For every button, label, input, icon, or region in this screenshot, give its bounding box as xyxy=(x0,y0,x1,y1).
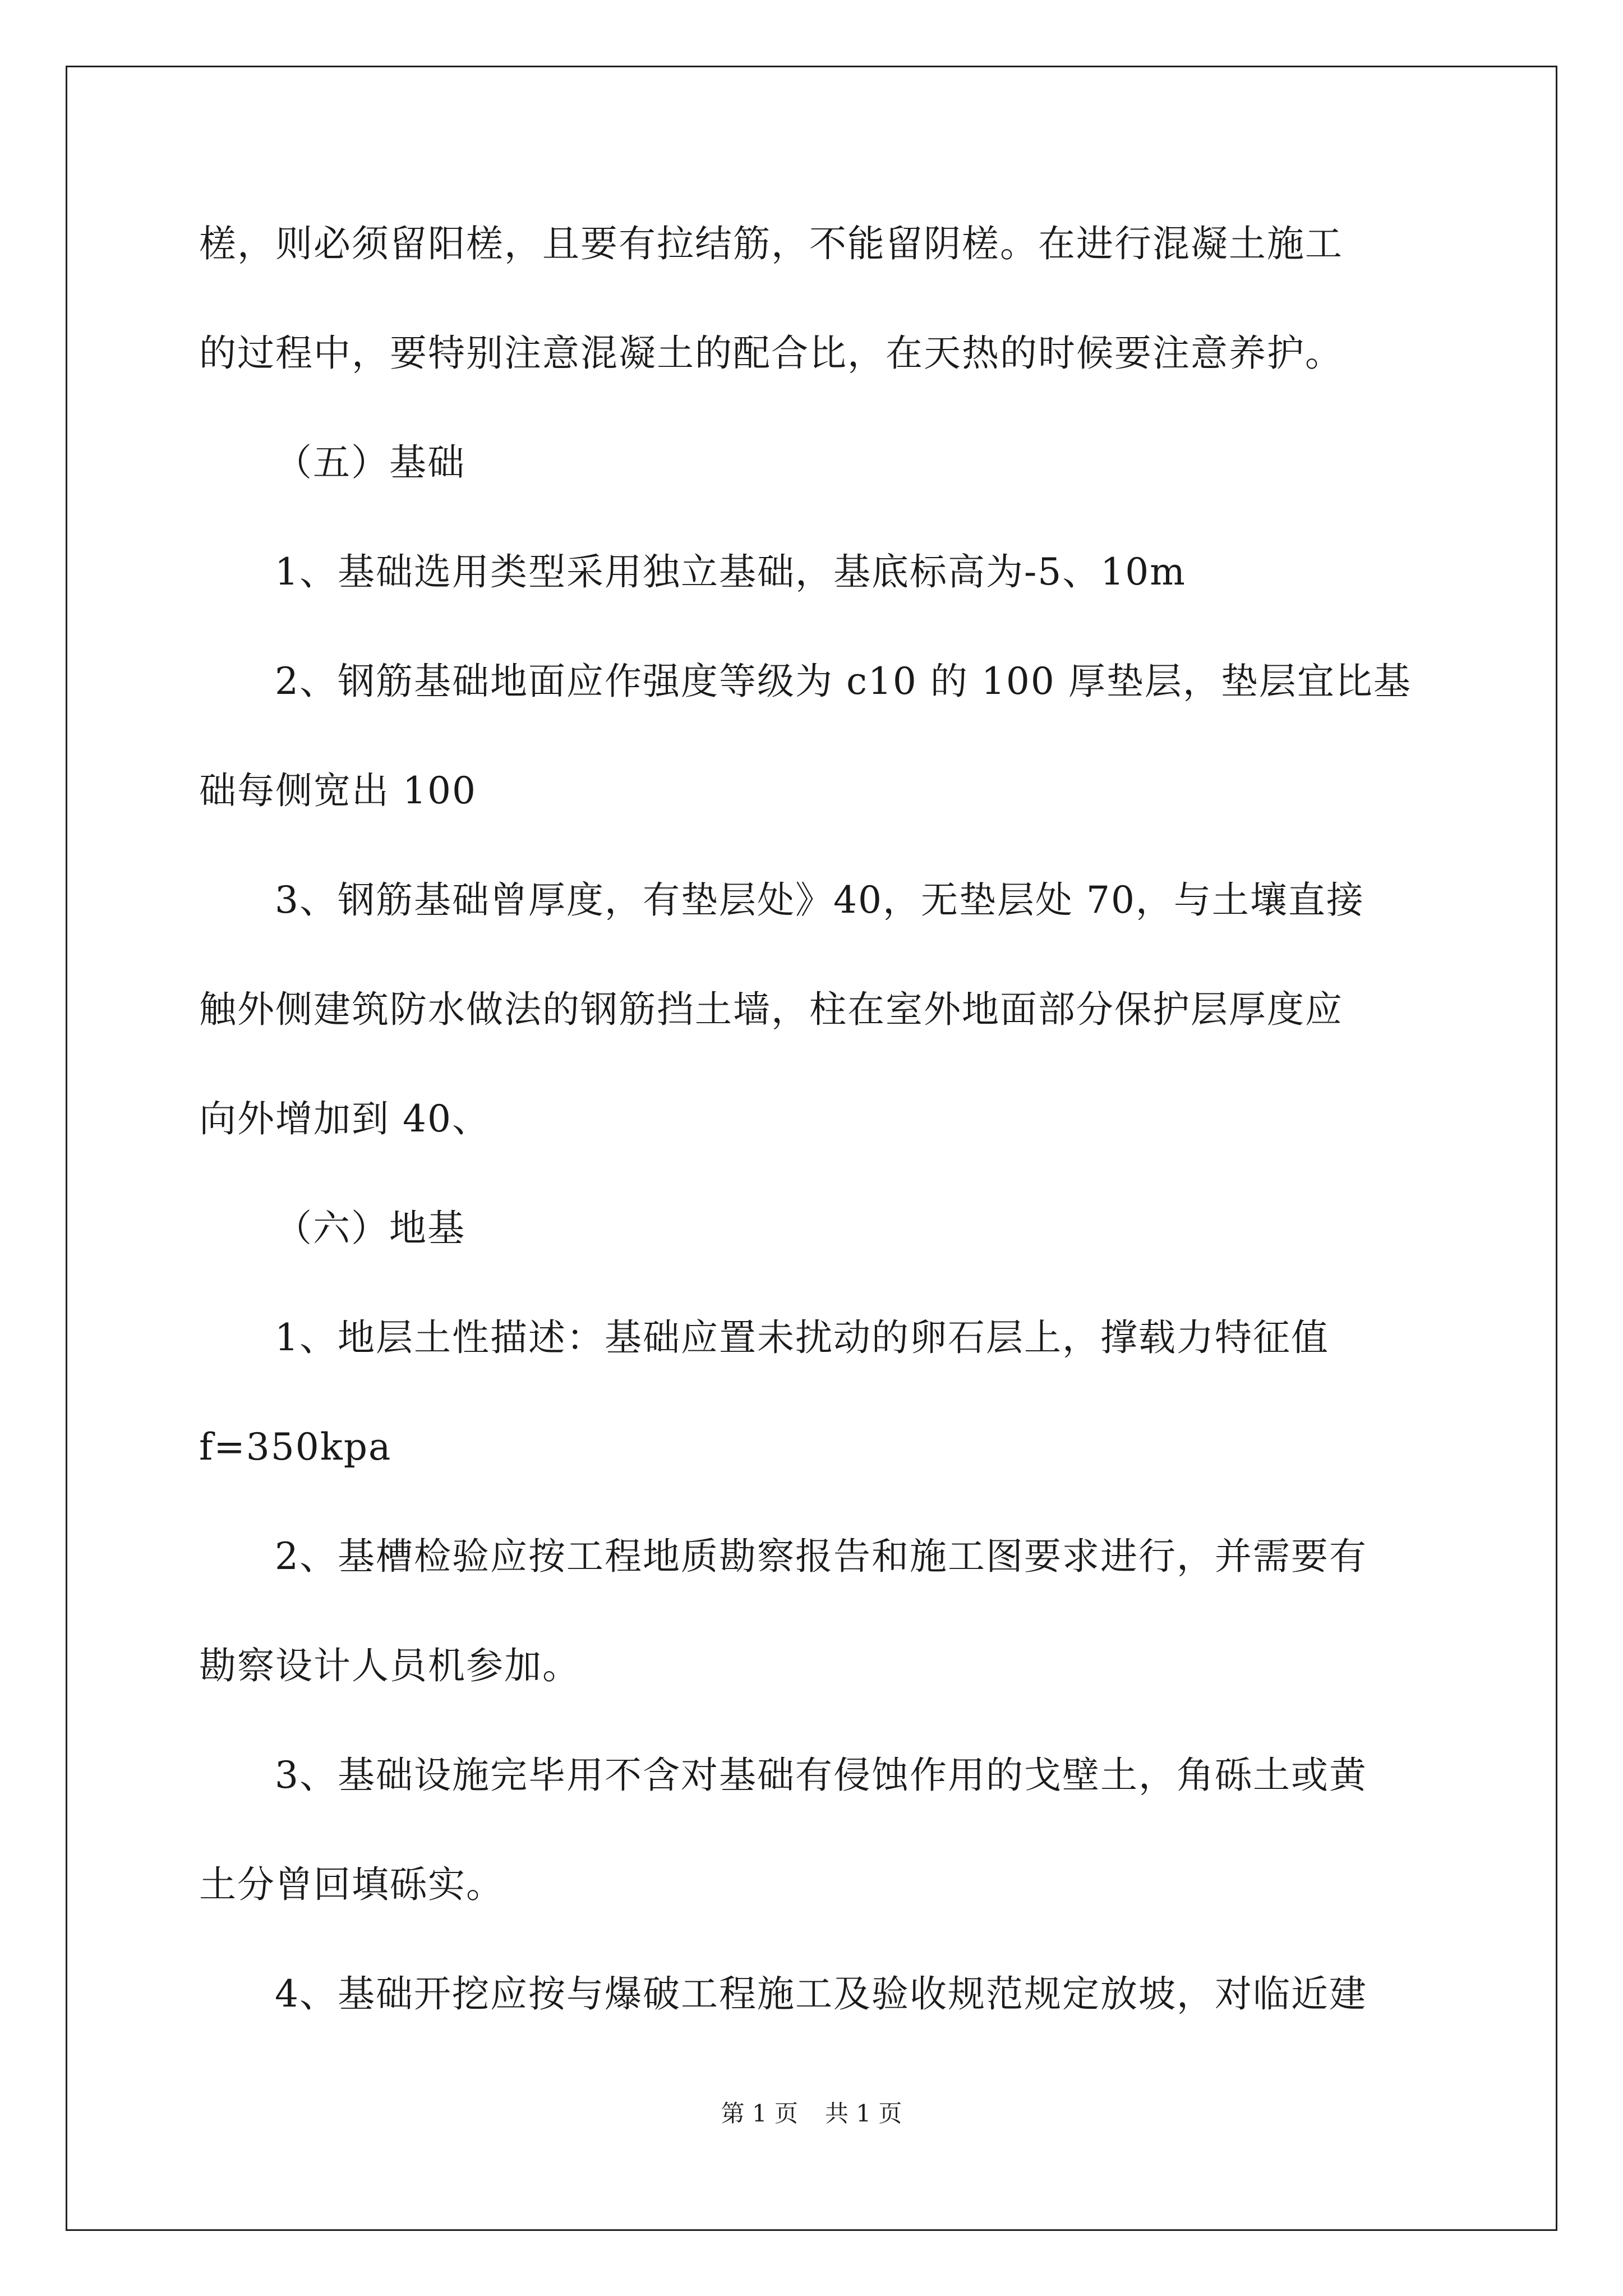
paragraph-line: 3、钢筋基础曾厚度，有垫层处》40，无垫层处 70，与土壤直接 xyxy=(275,878,1364,922)
paragraph-line: 勘察设计人员机参加。 xyxy=(199,1644,580,1687)
paragraph-line: 3、基础设施完毕用不含对基础有侵蚀作用的戈壁土，角砾土或黄 xyxy=(275,1754,1367,1797)
paragraph-line: 1、地层土性描述：基础应置未扰动的卵石层上，撑载力特征值 xyxy=(275,1316,1329,1359)
paragraph-line: 4、基础开挖应按与爆破工程施工及验收规范规定放坡，对临近建 xyxy=(275,1972,1367,2016)
page-number: 第 1 页 xyxy=(721,2100,798,2127)
paragraph-line: （六）地基 xyxy=(275,1207,465,1250)
paragraph-line: 2、基槽检验应按工程地质勘察报告和施工图要求进行，并需要有 xyxy=(275,1535,1367,1578)
page-footer xyxy=(0,2099,1623,2128)
paragraph-line: （五）基础 xyxy=(275,441,465,484)
paragraph-line: 2、钢筋基础地面应作强度等级为 c10 的 100 厚垫层，垫层宜比基 xyxy=(275,660,1412,703)
paragraph-line: 槎，则必须留阳槎，且要有拉结筋，不能留阴槎。在进行混凝土施工 xyxy=(199,222,1343,265)
paragraph-line: 土分曾回填砾实。 xyxy=(199,1863,504,1906)
paragraph-line: f=350kpa xyxy=(199,1425,392,1469)
paragraph-line: 向外增加到 40、 xyxy=(199,1097,490,1140)
paragraph-line: 1、基础选用类型采用独立基础，基底标高为-5、10m xyxy=(275,550,1186,593)
paragraph-line: 触外侧建筑防水做法的钢筋挡土墙，柱在室外地面部分保护层厚度应 xyxy=(199,988,1343,1031)
page-total: 共 1 页 xyxy=(825,2100,902,2127)
paragraph-line: 础每侧宽出 100 xyxy=(199,769,477,812)
paragraph-line: 的过程中，要特别注意混凝土的配合比，在天热的时候要注意养护。 xyxy=(199,332,1343,375)
